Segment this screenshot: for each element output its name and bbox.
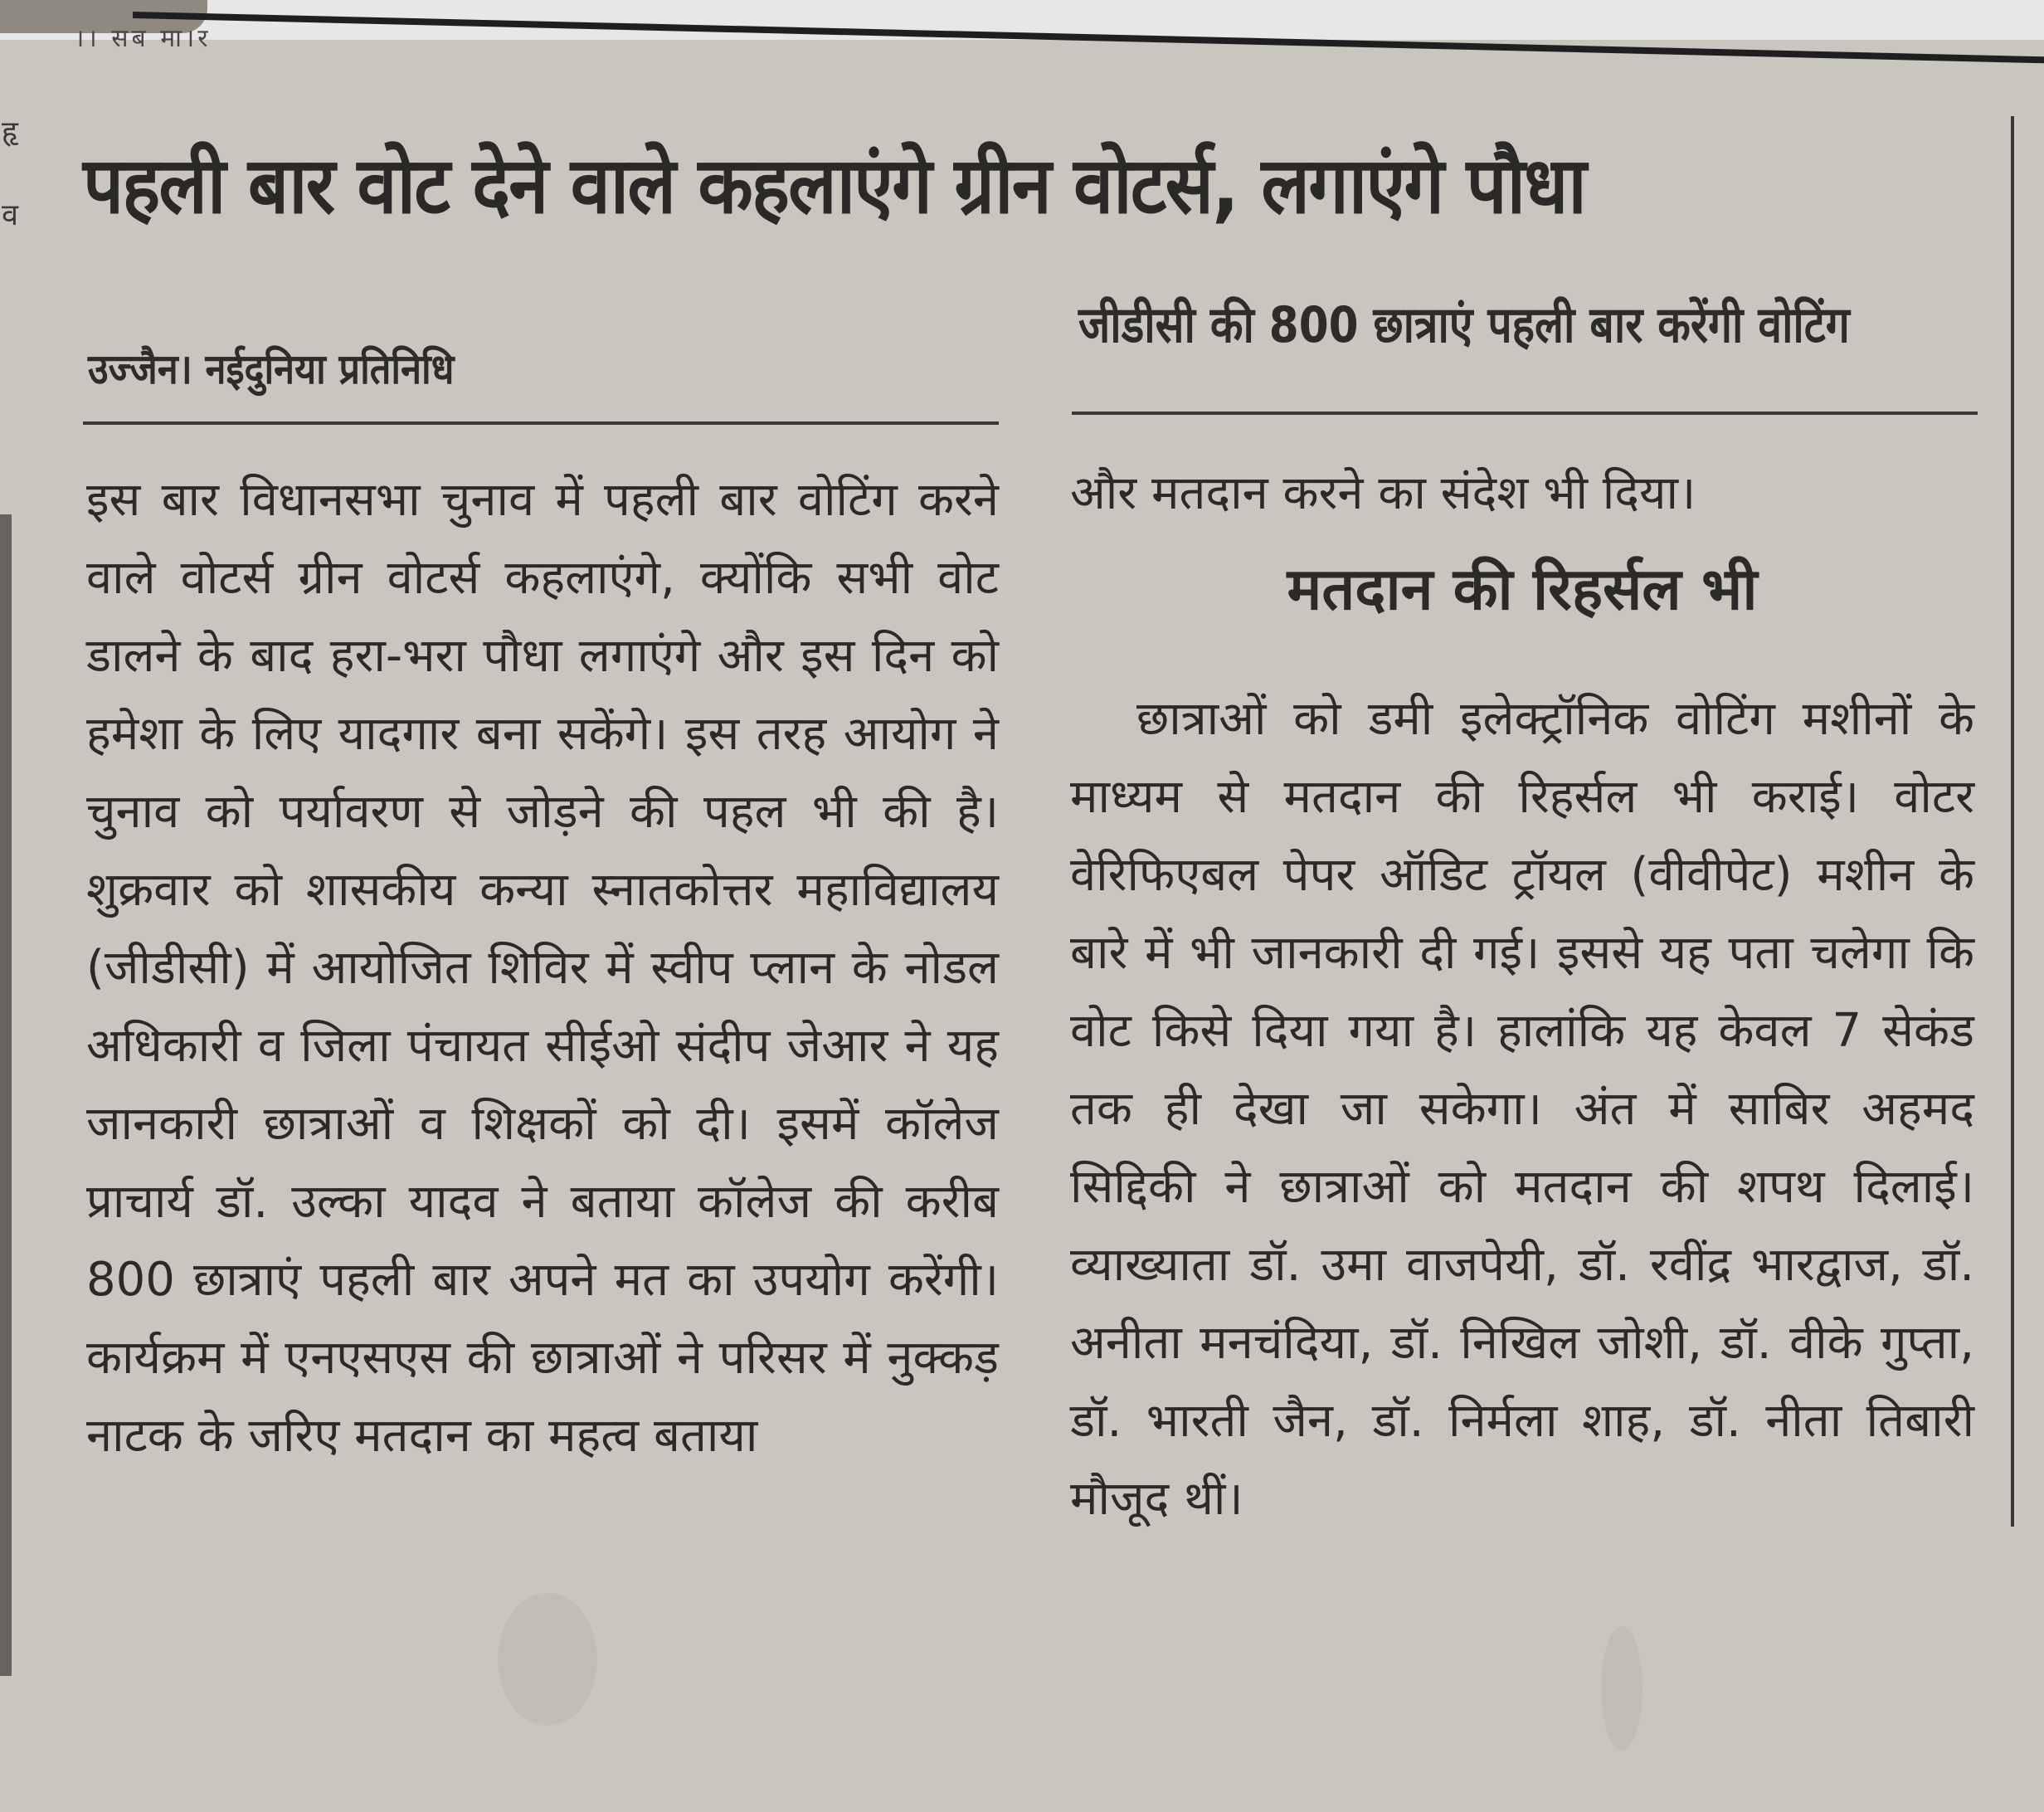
article-headline: पहली बार वोट देने वाले कहलाएंगे ग्रीन वोटर्स, लगाएंगे पौधा xyxy=(83,141,1585,231)
article-dateline: उज्जैन। नईदुनिया प्रतिनिधि xyxy=(88,345,455,393)
article-subheadline: जीडीसी की 800 छात्राएं पहली बार करेंगी वोटिंग xyxy=(1078,296,1850,354)
left-adjacent-column-edge xyxy=(0,514,12,1676)
paper-stain xyxy=(498,1593,597,1726)
section-heading: मतदान की रिहर्सल भी xyxy=(1287,555,1758,623)
right-column-rule xyxy=(2011,116,2014,1527)
left-column-divider xyxy=(83,421,999,425)
previous-article-fragment-left: हृ व xyxy=(2,115,19,232)
article-body-left-column: इस बार विधानसभा चुनाव में पहली बार वोटिंग करने वाले वोटर्स ग्रीन वोटर्स कहलाएंगे, क्योंकि सभी वोट डालने के बाद हरा-भरा पौधा लगाएंगे और इस दिन को हमेशा के लिए यादगार बना सकेंगे। इस तरह आयोग ने चुनाव को पर्यावरण से जोड़ने की पहल भी की है। शुक्रवार को शासकीय कन्या स्नातकोत्तर महाविद्यालय (जीडीसी) में आयोजित शिविर में स्वीप प्लान के नोडल अधिकारी व जिला पंचायत सीईओ संदीप जेआर ने यह जानकारी छात्राओं व शिक्षकों को दी। इसमें कॉलेज प्राचार्य डॉ. उल्का यादव ने बताया कॉलेज की करीब 800 छात्राएं पहली बार अपने मत का उपयोग करेंगी। कार्यक्रम में एनएसएस की छात्राओं ने परिसर में नुक्कड़ नाटक के जरिए मतदान का महत्व बताया xyxy=(86,473,999,1463)
article-body-right-column: छात्राओं को डमी इलेक्ट्रॉनिक वोटिंग मशीनों के माध्यम से मतदान की रिहर्सल भी कराई। वोटर वेरिफिएबल पेपर ऑडिट ट्रॉयल (वीवीपेट) मशीन के बारे में भी जानकारी दी गई। इससे यह पता चलेगा कि वोट किसे दिया गया है। हालांकि यह केवल 7 सेकंड तक ही देखा जा सकेगा। अंत में साबिर अहमद सिद्दिकी ने छात्राओं को मतदान की शपथ दिलाई। व्याख्याता डॉ. उमा वाजपेयी, डॉ. रवींद्र भारद्वाज, डॉ. अनीता मनचंदिया, डॉ. निखिल जोशी, डॉ. वीके गुप्ता, डॉ. भारती जैन, डॉ. निर्मला शाह, डॉ. नीता तिबारी मौजूद थीं। xyxy=(1070,692,1974,1526)
previous-article-fragment-top: ।। सब मा।र xyxy=(75,24,212,53)
article-body-right-continuation: और मतदान करने का संदेश भी दिया। xyxy=(1070,466,1696,520)
right-column-divider xyxy=(1072,412,1978,415)
paper-stain xyxy=(1601,1626,1642,1751)
